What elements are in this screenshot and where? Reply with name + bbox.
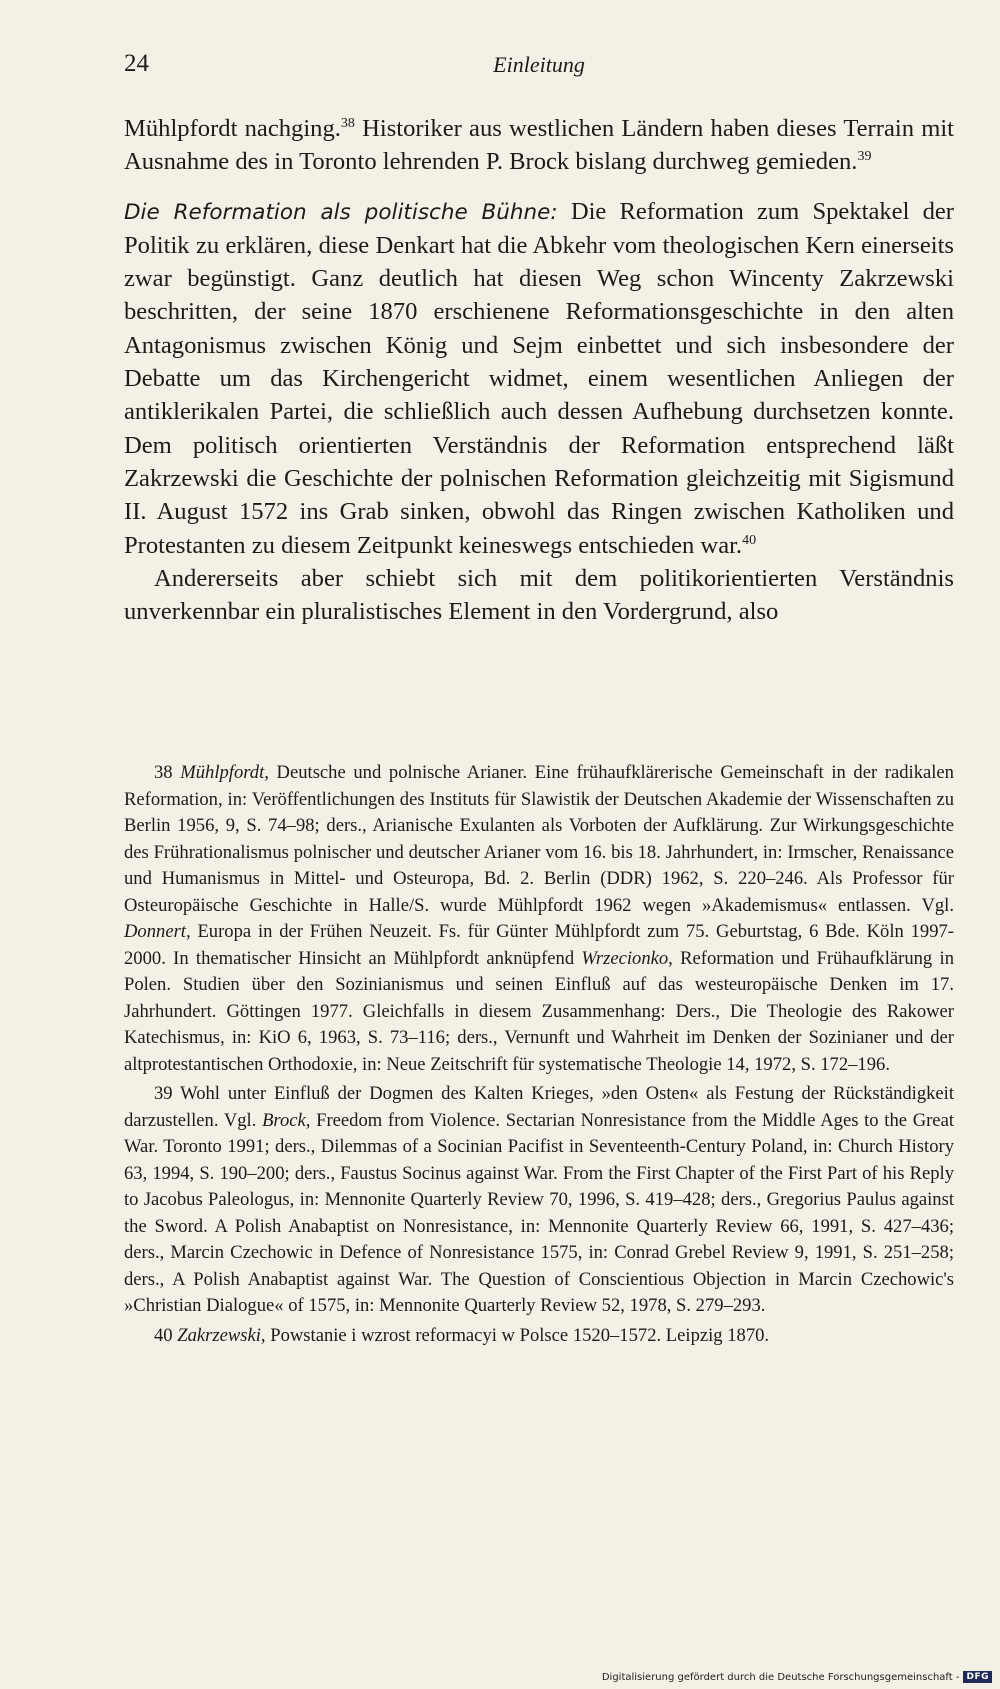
paragraph-1 <box>124 112 954 179</box>
paragraph-1-text-cont: Historiker aus westlichen Ländern haben dieses Terrain mit Ausnahme des in Toronto lehrenden P. Brock bislang durchweg gemieden. <box>124 115 954 176</box>
paragraph-2-text: Die Reformation zum Spektakel der Politik zu erklären, diese Denkart hat die Abkehr vom theologischen Kern einerseits zwar begünstigt. Ganz deutlich hat diesen Weg schon Wincenty Zakrzewski beschritten, der seine 1870 erschienene Reformationsgeschichte in den alten Antagonismus zwischen König und Sejm einbettet und sich insbesondere der Debatte um das Kirchengericht widmet, einem wesentlichen Anliegen der antiklerikalen Partei, die schließlich auch dessen Aufhebung durchsetzen konnte. Dem politisch orientierten Verständnis der Reformation entsprechend läßt Zakrzewski die Geschichte der polnischen Reformation gleichzeitig mit Sigismund II. August 1572 ins Grab sinken, obwohl das Ringen zwischen Katholiken und Protestanten zu diesem Zeitpunkt keineswegs entschieden war. <box>124 197 954 559</box>
paragraph-3-text: Andererseits aber schiebt sich mit dem politikorientierten Verständnis unverkennbar ein pluralistisches Element in den Vordergrund, also <box>124 564 954 626</box>
page-header <box>124 50 954 86</box>
footnote-ref-39[interactable]: 39 <box>857 149 872 165</box>
digitization-credit <box>602 1671 992 1683</box>
footnote-38-text-3: Reformation und Frühaufklärung in Polen. Studien über den Sozinianismus und seinen Einfluß auf das westeuropäische Denken im 17. Jahrhundert. Göttingen 1977. Gleichfalls in diesem Zusammenhang: Ders., Die Theologie des Rakower Katechismus, in: KiO 6, 1963, S. 73–116; ders., Vernunft und Wahrheit im Denken der Sozinianer und der altprotestantischen Orthodoxie, in: Neue Zeitschrift für systematische Theologie 14, 1972, S. 172–196. <box>124 947 954 1075</box>
footnote-39 <box>124 1081 954 1320</box>
footnote-38-number: 38 <box>154 762 173 783</box>
footnote-38-text-1: Deutsche und polnische Arianer. Eine frühaufklärerische Gemeinschaft in der radikalen Reformation, in: Veröffentlichungen des Instituts für Slawistik der Deutschen Akademie der Wissenschaften zu Berlin 1956, 9, S. 74–98; ders., Arianische Exulanten als Vorboten der Aufklärung. Zur Wirkungsgeschichte des Frührationalismus polnischer und deutscher Arianer vom 16. bis 18. Jahrhundert, in: Irmscher, Renaissance und Humanismus in Mittel- und Osteuropa, Bd. 2. Berlin (DDR) 1962, S. 220–246. Als Professor für Osteuropäische Geschichte in Halle/S. wurde Mühlpfordt 1962 wegen »Akademismus« entlassen. Vgl. <box>124 762 954 916</box>
running-title: Einleitung <box>493 52 585 77</box>
credit-text: Digitalisierung gefördert durch die Deutsche Forschungsgemeinschaft - <box>601 1671 960 1683</box>
section-lead-heading: Die Reformation als politische Bühne: <box>124 199 558 225</box>
footnote-40-author-1: Zakrzewski, <box>177 1324 266 1346</box>
footnote-40-number: 40 <box>154 1324 173 1346</box>
footnote-ref-38[interactable]: 38 <box>340 116 355 131</box>
footnote-40 <box>124 1323 954 1350</box>
footnote-ref-40[interactable]: 40 <box>742 532 757 548</box>
main-text <box>124 112 954 628</box>
footnote-39-author-1: Brock, <box>262 1109 311 1131</box>
paragraph-2 <box>124 195 954 562</box>
footnote-39-number: 39 <box>154 1083 173 1104</box>
paragraph-3 <box>124 562 954 629</box>
footnote-38-author-1: Mühlpfordt, <box>180 762 269 783</box>
footnote-38 <box>124 760 954 1078</box>
dfg-logo: DFG <box>963 1671 992 1683</box>
footnote-38-text-2: Europa in der Frühen Neuzeit. Fs. für Günter Mühlpfordt zum 75. Geburtstag, 6 Bde. Köln 1997-2000. In thematischer Hinsicht an Mühlpfordt anknüpfend <box>124 921 954 969</box>
footnote-38-author-3: Wrzecionko, <box>581 947 673 969</box>
footnote-39-text-1: Wohl unter Einfluß der Dogmen des Kalten Krieges, »den Osten« als Festung der Rückständigkeit darzustellen. Vgl. <box>124 1083 955 1131</box>
footnote-38-author-2: Donnert, <box>124 921 191 942</box>
footnotes <box>124 760 954 1349</box>
page-number: 24 <box>124 50 149 77</box>
footnote-39-text-2: Freedom from Violence. Sectarian Nonresistance from the Middle Ages to the Great War. Toronto 1991; ders., Dilemmas of a Socinian Pacifist in Seventeenth-Century Poland, in: Church History 63, 1994, S. 190–200; ders., Faustus Socinus against War. From the First Chapter of the First Part of his Reply to Jacobus Paleologus, in: Mennonite Quarterly Review 70, 1996, S. 419–428; ders., Gregorius Paulus against the Sword. A Polish Anabaptist on Nonresistance, in: Mennonite Quarterly Review 66, 1991, S. 427–436; ders., Marcin Czechowic in Defence of Nonresistance 1575, in: Conrad Grebel Review 9, 1991, S. 251–258; ders., A Polish Anabaptist against War. The Question of Conscientious Objection in Marcin Czechowic's »Christian Dialogue« of 1575, in: Mennonite Quarterly Review 52, 1978, S. 279–293. <box>124 1109 954 1316</box>
footnote-40-text-1: Powstanie i wzrost reformacyi w Polsce 1520–1572. Leipzig 1870. <box>265 1324 770 1346</box>
paragraph-1-text: Mühlpfordt nachging. <box>124 115 341 142</box>
